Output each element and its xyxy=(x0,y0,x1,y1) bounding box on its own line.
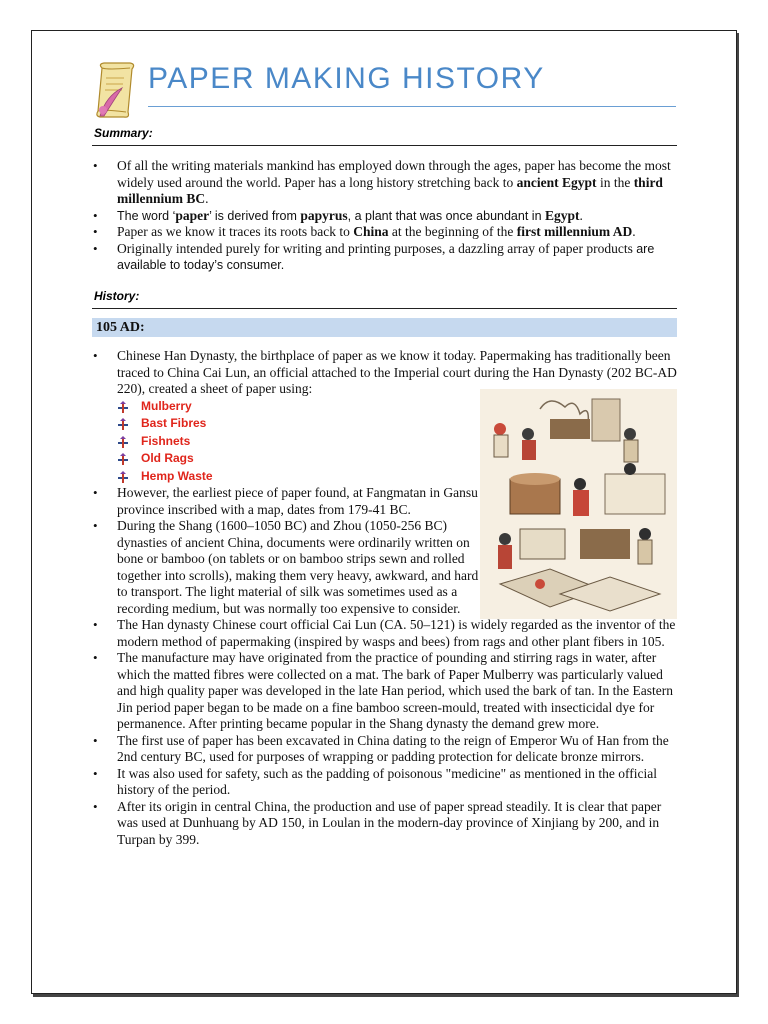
history-heading: History: xyxy=(94,289,140,303)
list-item: • During the Shang (1600–1050 BC) and Zhou (1050-256 BC) dynasties of ancient China, documents were ordinarily written on bone or bamboo (on tablets or on bamboo strips sewn and rolled together into scrolls), making them very heavy, awkward, and hard to transport. The light material of silk was sometimes used as a recording medium, but was normally too expensive to consider. xyxy=(92,518,479,617)
list-item: • Originally intended purely for writing and printing purposes, a dazzling array of paper products are available to today’s consumer. xyxy=(92,241,678,274)
history-divider xyxy=(92,308,677,309)
arrow-cross-bullet-icon xyxy=(117,471,129,483)
materials-list xyxy=(117,398,678,486)
list-item: • The word ‘paper’ is derived from papyrus, a plant that was once abundant in Egypt. xyxy=(92,208,678,225)
material-item: Hemp Waste xyxy=(117,468,678,486)
list-item: • The first use of paper has been excavated in China dating to the reign of Emperor Wu of Han from the 2nd century BC, used for purposes of wrapping or padding protection for delicate bronze mirrors. xyxy=(92,733,678,766)
arrow-cross-bullet-icon xyxy=(117,401,129,413)
scroll-quill-icon xyxy=(92,60,140,120)
arrow-cross-bullet-icon xyxy=(117,436,129,448)
material-item: Bast Fibres xyxy=(117,415,678,433)
summary-heading: Summary: xyxy=(94,126,153,140)
page-title: PAPER MAKING HISTORY xyxy=(148,62,545,95)
material-item: Mulberry xyxy=(117,398,678,416)
section-band-105-ad: 105 AD: xyxy=(92,318,677,337)
material-item: Old Rags xyxy=(117,450,678,468)
list-item: • The manufacture may have originated from the practice of pounding and stirring rags in water, after which the matted fibres were collected on a mat. The bark of Paper Mulberry was particularly valued and high quality paper was developed in the late Han period, which used the bark of tan. In the Eastern Jin period paper began to be made on a fine bamboo screen-mould, treated with insecticidal dye for permanence. After printing became popular in the Shang dynasty the demand grew more. xyxy=(92,650,678,733)
list-item: • The Han dynasty Chinese court official Cai Lun (CA. 50–121) is widely regarded as the inventor of the modern method of papermaking (inspired by wasps and bees) from rags and other plant fibers in 105. xyxy=(92,617,678,650)
list-item: • Paper as we know it traces its roots back to China at the beginning of the first millennium AD. xyxy=(92,224,678,241)
list-item: • Chinese Han Dynasty, the birthplace of paper as we know it today. Papermaking has traditionally been traced to China Cai Lun, an official attached to the Imperial court during the Han Dynasty (202 BC-AD 220), created a sheet of paper using: Mulberry Bast Fibres Fishnets Old Rags Hemp Waste xyxy=(92,348,678,485)
title-divider xyxy=(148,106,676,107)
history-list xyxy=(92,348,678,848)
list-item: • It was also used for safety, such as the padding of poisonous "medicine" as mentioned in the official history of the period. xyxy=(92,766,678,799)
list-item: • After its origin in central China, the production and use of paper spread steadily. It is clear that paper was used at Dunhuang by AD 150, in Loulan in the modern-day province of Xinjiang by 200, and in Turpan by 399. xyxy=(92,799,678,849)
list-item: • However, the earliest piece of paper found, at Fangmatan in Gansu province inscribed with a map, dates from 179-41 BC. xyxy=(92,485,479,518)
summary-divider xyxy=(92,145,677,146)
arrow-cross-bullet-icon xyxy=(117,453,129,465)
material-item: Fishnets xyxy=(117,433,678,451)
summary-list xyxy=(92,158,678,274)
arrow-cross-bullet-icon xyxy=(117,418,129,430)
list-item: • Of all the writing materials mankind has employed down through the ages, paper has become the most widely used around the world. Paper has a long history stretching back to ancient Egypt in the third millennium BC. xyxy=(92,158,678,208)
